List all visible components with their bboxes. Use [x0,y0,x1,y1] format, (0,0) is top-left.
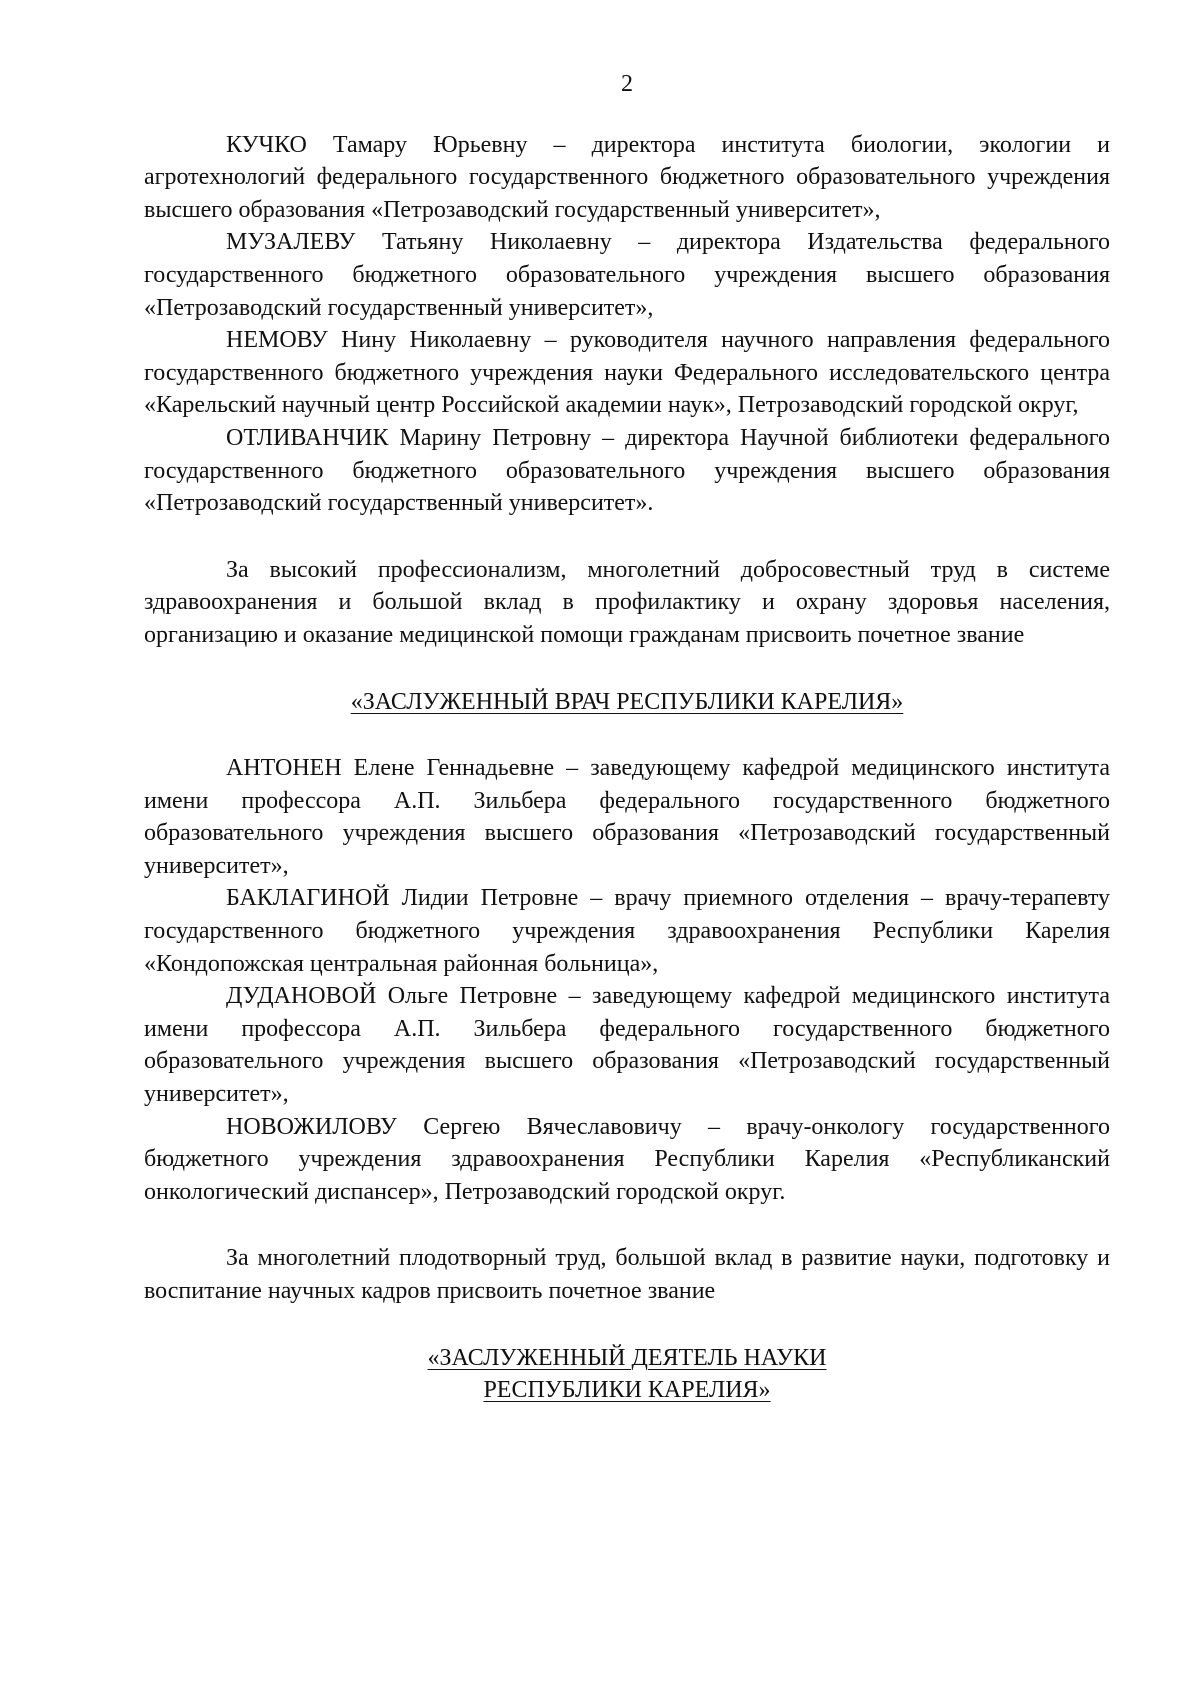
page-number: 2 [621,71,633,97]
recipients-list-award1 [144,752,1110,1208]
recipient-paragraph: МУЗАЛЕВУ Татьяну Николаевну – директора Издательства федерального государственного бюджетного образовательного учреждения высшего образования «Петрозаводский государственный университет», [144,229,1110,321]
spacer [144,1308,1110,1342]
recipient-paragraph: КУЧКО Тамару Юрьевну – директора института биологии, экологии и агротехнологий федерального государственного бюджетного образовательного учреждения высшего образования «Петрозаводский государственный университет», [144,131,1110,223]
award-title-honored-scientist [144,1342,1110,1407]
recipient-paragraph: ОТЛИВАНЧИК Марину Петровну – директора Научной библиотеки федерального государственного бюджетного образовательного учреждения высшего образования «Петрозаводский государственный университет». [144,424,1110,517]
award-title-honored-doctor: «ЗАСЛУЖЕННЫЙ ВРАЧ РЕСПУБЛИКИ КАРЕЛИЯ» [350,688,904,715]
recipient-paragraph: НОВОЖИЛОВУ Сергею Вячеславовичу – врачу-онкологу государственного бюджетного учреждения здравоохранения Республики Карелия «Республиканский онкологический диспансер», Петрозаводский городской округ. [144,1113,1110,1205]
award-title-line: РЕСПУБЛИКИ КАРЕЛИЯ» [483,1377,771,1404]
award-title-line: «ЗАСЛУЖЕННЫЙ ДЕЯТЕЛЬ НАУКИ [427,1344,827,1371]
spacer [144,520,1110,554]
award-intro-paragraph: За многолетний плодотворный труд, большой вклад в развитие науки, подготовку и воспитание научных кадров присвоить почетное звание [144,1245,1110,1304]
spacer [144,718,1110,752]
recipients-list-section1 [144,129,1110,520]
recipient-paragraph: ДУДАНОВОЙ Ольге Петровне – заведующему кафедрой медицинского института имени профессора А.П. Зильбера федерального государственного бюджетного образовательного учреждения высшего образования «Петрозаводский государственный университет», [144,983,1110,1108]
award-intro-paragraph: За высокий профессионализм, многолетний добросовестный труд в системе здравоохранения и большой вклад в профилактику и охрану здоровья населения, организацию и оказание медицинской помощи гражданам присвоить почетное звание [144,556,1110,648]
spacer [144,652,1110,686]
recipient-paragraph: АНТОНЕН Елене Геннадьевне – заведующему кафедрой медицинского института имени профессора А.П. Зильбера федерального государственного бюджетного образовательного учреждения высшего образования «Петрозаводский государственный университет», [144,755,1110,879]
spacer [144,1208,1110,1242]
recipient-paragraph: НЕМОВУ Нину Николаевну – руководителя научного направления федерального государственного бюджетного учреждения науки Федерального исследовательского центра «Карельский научный центр Российской академии наук», Петрозаводский городской округ, [144,327,1110,419]
recipient-paragraph: БАКЛАГИНОЙ Лидии Петровне – врачу приемного отделения – врачу-терапевту государственного бюджетного учреждения здравоохранения Республики Карелия «Кондопожская центральная районная больница», [144,885,1110,977]
